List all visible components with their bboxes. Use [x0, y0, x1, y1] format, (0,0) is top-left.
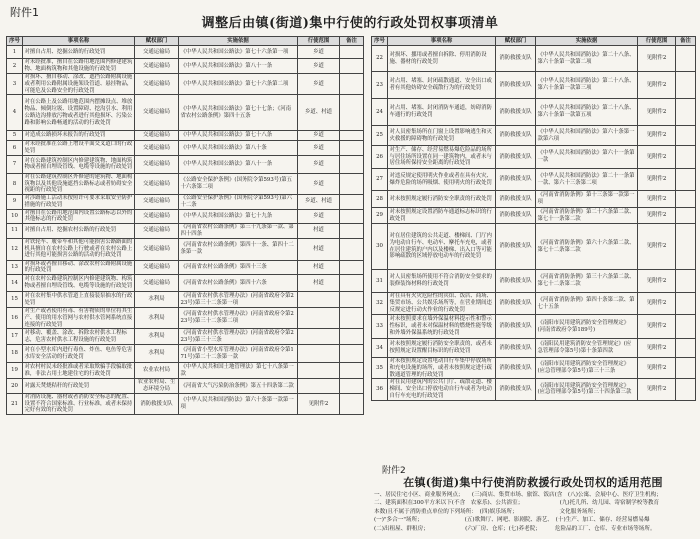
row-scope: 见附件2 [638, 191, 676, 208]
table-row [7, 379, 364, 394]
row-seq: 23 [372, 72, 388, 99]
row-name: 对擅自在公路用地范围内设置公路标志以外的其他标志的行政处罚 [23, 209, 135, 224]
row-basis: 《公路安全保护条例》(国务院令第593号)第六十二条 [179, 195, 298, 210]
row-dept: 交通运输局 [135, 275, 179, 292]
row-seq: 31 [372, 270, 388, 293]
row-seq: 25 [372, 126, 388, 146]
row-dept: 消防救援支队 [496, 224, 536, 270]
table-row [7, 329, 364, 345]
table-row [7, 345, 364, 363]
scope-line: 本数)且不属于消防重点单位的下列场所： (四)娱乐场所； 文化服务场所； [374, 508, 599, 515]
row-seq: 6 [7, 141, 23, 156]
row-name: 对铁轮车、履带车和其他可能损害公路路面的机具擅自在农村公路上行驶或者在农村公路上进行其他可能损害公路的活动的行政处罚 [23, 238, 135, 260]
row-dept: 消防救援支队 [496, 46, 536, 72]
row-dept: 消防救援支队 [496, 126, 536, 146]
row-seq: 21 [7, 393, 23, 414]
row-seq: 24 [372, 99, 388, 126]
header-seq: 序号 [7, 37, 23, 46]
row-basis: 《河南省消防条例》第四十条第二款、第七十五条 [536, 293, 638, 315]
table-row [7, 141, 364, 156]
row-scope [298, 379, 340, 394]
table-row [7, 363, 364, 379]
row-name: 对占用、堵塞、封闭消防车通道，妨碍消防车通行的行政处罚 [388, 99, 496, 126]
row-seq: 22 [372, 46, 388, 72]
row-scope: 见附件2 [298, 393, 340, 414]
row-dept: 消防救援支队 [496, 358, 536, 379]
row-scope: 见附件2 [638, 126, 676, 146]
row-seq: 4 [7, 95, 23, 131]
row-basis: 《中华人民共和国公路法》第七十八条 [179, 131, 298, 141]
row-note [676, 379, 696, 400]
attachment-1-label: 附件1 [10, 6, 39, 19]
row-basis: 《中华人民共和国消防法》第二十八条、第六十条第一款第二项 [536, 46, 638, 72]
table-row [7, 292, 364, 308]
row-note [340, 345, 364, 363]
table-row [7, 393, 364, 414]
row-seq: 7 [7, 155, 23, 173]
table-row [372, 358, 696, 379]
row-scope: 乡道 [298, 155, 340, 173]
row-name: 对移动、覆盖、涂改、拆除农村供水工程标志，危害农村供水工程设施的行政处罚 [23, 329, 135, 345]
row-name: 对在小型水库内进行毒鱼、炸鱼、电鱼等危害水库安全活动的行政处罚 [23, 345, 135, 363]
header-scope: 行使范围 [298, 37, 340, 46]
row-name: 对农村村民未经批准或者采取欺骗手段骗取批准，非法占用土地建住宅的行政处罚 [23, 363, 135, 379]
header-dept: 赋权部门 [496, 37, 536, 46]
row-basis: 《中华人民共和国消防法》第二十八条、第六十条第一款第三项 [536, 72, 638, 99]
row-note [340, 74, 364, 95]
header-name: 事项名称 [23, 37, 135, 46]
row-seq: 9 [7, 195, 23, 210]
attachment-2-title: 在镇(街道)集中行使消防救援行政处罚权的适用范围 [403, 476, 663, 489]
table-row [372, 270, 696, 293]
row-dept: 交通运输局 [135, 74, 179, 95]
row-seq: 36 [372, 379, 388, 400]
row-name: 对占用、堵塞、封闭疏散通道、安全出口或者有其他妨碍安全疏散行为的行政处罚 [388, 72, 496, 99]
row-scope: 乡道 [298, 74, 340, 95]
row-note [340, 131, 364, 141]
header-basis: 实施依据 [536, 37, 638, 46]
row-note [340, 329, 364, 345]
row-note [340, 379, 364, 394]
row-name: 对生产或者使用有毒、有害物质的单位将其生产、使用的用水管网与农村供水管网系统直接连接的行政处罚 [23, 308, 135, 329]
row-scope: 乡道 [298, 173, 340, 194]
row-name: 对在民用建筑内的公共门厅、疏散走道、楼梯间、安全出口停放电动自行车或者为电动自行车充电的行政处罚 [388, 379, 496, 400]
row-basis: 《河南省大气污染防治条例》第五十四条第二款 [179, 379, 298, 394]
row-note [676, 169, 696, 191]
row-basis: 《河南省农村供水管理办法》(河南省政府令第223号)第三十二条第二项 [179, 308, 298, 329]
row-note [676, 224, 696, 270]
table-row [7, 238, 364, 260]
header-note: 备注 [340, 37, 364, 46]
header-dept: 赋权部门 [135, 37, 179, 46]
row-note [676, 270, 696, 293]
row-dept: 消防救援支队 [496, 270, 536, 293]
row-seq: 19 [7, 363, 23, 379]
row-name: 对在居住建筑的公共走道、楼梯间、门厅内为电动自行车、电动车、摩托车充电，或者在居住建筑的户内以及楼梯、出入口等可能影响疏散的区域停放电动车的行政处罚 [388, 224, 496, 270]
row-basis: 《中华人民共和国消防法》第六十条第一款第一项 [179, 393, 298, 414]
row-basis: 《河南省农村公路条例》第三十九条第一款、第四十四条 [179, 224, 298, 239]
table-row [7, 173, 364, 194]
row-name: 对涉路施工活动未按照许可要求采取安全防护措施的行政处罚 [23, 195, 135, 210]
row-note [340, 209, 364, 224]
row-name: 对在具有火灾危险性的宾馆、饭店、商场、集贸市场、公共娱乐场所等，在营业期间违反规定进行动火作业的行政处罚 [388, 293, 496, 315]
row-dept: 交通运输局 [135, 155, 179, 173]
row-name: 对擅自占用、挖掘公路的行政处罚 [23, 46, 135, 59]
table-row [7, 224, 364, 239]
row-name: 对人员密集场所在门窗上设置影响逃生和灭火救援的障碍物的行政处罚 [388, 126, 496, 146]
row-name: 对未按照规定履行消防安全职责的行政处罚 [388, 191, 496, 208]
row-scope [298, 345, 340, 363]
row-scope: 村道 [298, 238, 340, 260]
row-dept: 交通运输局 [135, 209, 179, 224]
header-name: 事项名称 [388, 37, 496, 46]
row-note [340, 224, 364, 239]
row-name: 对擅自占用、挖掘农村公路的行政处罚 [23, 224, 135, 239]
row-dept: 交通运输局 [135, 59, 179, 74]
row-note [676, 358, 696, 379]
row-dept: 交通运输局 [135, 141, 179, 156]
row-scope: 见附件2 [638, 224, 676, 270]
row-basis: 《河南省农村供水管理办法》(河南省政府令第223号)第三十二条第一项 [179, 292, 298, 308]
table-body-left [7, 46, 364, 415]
row-seq: 35 [372, 358, 388, 379]
row-basis: 《中华人民共和国消防法》第二十一条第一款、第六十三条第二项 [536, 169, 638, 191]
row-name: 对损坏、挪用或者擅自拆除、停用消防设施、器材的行政处罚 [388, 46, 496, 72]
row-scope: 村道 [298, 260, 340, 275]
scope-line: (一)"多合一"场所； (五)歌舞厅、网吧、影剧院、游艺、 (十)生产、加工、储存、经营易燃易爆 [374, 517, 650, 524]
row-basis: 《中华人民共和国公路法》第七十六条第二项 [179, 74, 298, 95]
row-scope: 见附件2 [638, 315, 676, 339]
row-note [676, 315, 696, 339]
row-basis: 《中华人民共和国土地管理法》第七十八条第一款 [179, 363, 298, 379]
row-seq: 5 [7, 131, 23, 141]
row-basis: 《河南省农村公路条例》第四十三条 [179, 260, 298, 275]
row-dept: 交通运输局 [135, 46, 179, 59]
row-scope: 见附件2 [638, 293, 676, 315]
row-scope: 见附件2 [638, 146, 676, 169]
row-basis: 《中华人民共和国公路法》第八十条 [179, 141, 298, 156]
table-row [372, 146, 696, 169]
row-basis: 《南阳民用建筑消防安全管理规定》(应急管理部令第5号)第十条第四款 [536, 339, 638, 358]
row-name: 对露天焚烧秸秆的行政处罚 [23, 379, 135, 394]
row-scope: 村道 [298, 275, 340, 292]
row-note [340, 95, 364, 131]
row-seq: 16 [7, 308, 23, 329]
row-note [340, 292, 364, 308]
table-row [372, 46, 696, 72]
row-dept: 水利局 [135, 329, 179, 345]
row-note [340, 275, 364, 292]
table-row [7, 260, 364, 275]
table-row [7, 155, 364, 173]
row-note [340, 155, 364, 173]
row-seq: 17 [7, 329, 23, 345]
row-note [676, 146, 696, 169]
row-scope [298, 292, 340, 308]
row-basis: 《中华人民共和国消防法》第二十八条、第六十条第一款第五项 [536, 99, 638, 126]
row-seq: 10 [7, 209, 23, 224]
row-seq: 32 [372, 293, 388, 315]
row-name: 对未按照规定设置电动自行车集中停放场所和充电设施的场所，或者未按照规定进行疏散通道管理的行政处罚 [388, 358, 496, 379]
attachment-2-label: 附件2 [382, 466, 406, 476]
row-basis: 《河南省农村供水管理办法》(河南省政府令第223号)第三十三条 [179, 329, 298, 345]
row-scope [298, 363, 340, 379]
row-seq: 8 [7, 173, 23, 194]
row-note [676, 293, 696, 315]
scope-line: (二)出租屋、群租房； (六)厂房、仓库；(七)养老院； 危险品的工厂、仓库、专业市场等场所。 [374, 525, 656, 532]
table-row [7, 46, 364, 59]
row-dept: 消防救援支队 [496, 191, 536, 208]
row-basis: 《中华人民共和国消防法》第六十条第一款第六项 [536, 126, 638, 146]
row-name: 对未按照规定履行消防安全职责的，或者未按照规定设置醒目标识的行政处罚 [388, 339, 496, 358]
row-seq: 27 [372, 169, 388, 191]
row-dept: 农业农村局 [135, 363, 179, 379]
row-name: 对在公路建筑控制区内修建建筑物、地面构筑物或者擅自埋设管线、电缆等设施的行政处罚 [23, 155, 135, 173]
row-name: 对未经批准在公路上增设平面交叉道口的行政处罚 [23, 141, 135, 156]
row-dept: 消防救援支队 [496, 169, 536, 191]
table-row [7, 209, 364, 224]
row-basis: 《中华人民共和国公路法》第七十七条；《河南省农村公路条例》第四十五条 [179, 95, 298, 131]
row-basis: 《南阳市民用建筑消防安全管理规定》(河南省政府令第189号) [536, 315, 638, 339]
row-name: 对违反规定使用明火作业或者在具有火灾、爆炸危险的场所吸烟、使用明火的行政处罚 [388, 169, 496, 191]
row-basis: 《中华人民共和国公路法》第七十九条 [179, 209, 298, 224]
row-dept: 交通运输局 [135, 238, 179, 260]
row-scope: 乡道、村道 [298, 95, 340, 131]
row-seq: 15 [7, 292, 23, 308]
row-seq: 29 [372, 208, 388, 224]
row-note [676, 72, 696, 99]
row-scope: 见附件2 [638, 379, 676, 400]
table-row [372, 339, 696, 358]
row-seq: 14 [7, 275, 23, 292]
row-dept: 消防救援支队 [496, 146, 536, 169]
penalty-table-left [6, 36, 364, 415]
header-note: 备注 [676, 37, 696, 46]
row-seq: 13 [7, 260, 23, 275]
row-basis: 《中华人民共和国公路法》第八十一条 [179, 155, 298, 173]
row-seq: 28 [372, 191, 388, 208]
row-scope: 乡道 [298, 46, 340, 59]
row-basis: 《中华人民共和国消防法》第六十一条第一款 [536, 146, 638, 169]
row-seq: 11 [7, 224, 23, 239]
row-name: 对消防设施、器材或者消防安全标志的配置、设置不符合国家标准、行业标准，或者未保持完好有效的行政处罚 [23, 393, 135, 414]
table-header-row [372, 37, 696, 46]
row-name: 对在农村公路建筑控制区内修建建筑物、构筑物或者擅自埋设管线、电缆等设施的行政处罚 [23, 275, 135, 292]
row-seq: 20 [7, 379, 23, 394]
table-body-right [372, 46, 696, 401]
row-name: 对未按照规定设置消防车通道标志标识的行政处罚 [388, 208, 496, 224]
row-dept: 消防救援支队 [496, 315, 536, 339]
row-note [676, 46, 696, 72]
table-row [7, 59, 364, 74]
row-basis: 《河南省消防条例》第三十六条第二款、第七十二条第二款 [536, 270, 638, 293]
row-dept: 消防救援支队 [496, 208, 536, 224]
row-basis: 《河南省消防条例》第十三条第一款第一项 [536, 191, 638, 208]
main-title: 调整后由镇(街道)集中行使的行政处罚权事项清单 [201, 16, 499, 31]
table-row [372, 72, 696, 99]
row-name: 对损坏或者擅自移动、涂改农村公路附属设施的行政处罚 [23, 260, 135, 275]
table-row [372, 379, 696, 400]
table-row [7, 195, 364, 210]
row-dept: 交通运输局 [135, 95, 179, 131]
row-dept: 交通运输局 [135, 224, 179, 239]
row-basis: 《河南省农村公路条例》第四十一条、第四十二条第一款 [179, 238, 298, 260]
row-dept: 消防救援支队 [496, 379, 536, 400]
scope-line: 二、建筑面积在300平方米以下(不含 农家乐)、公共浴室； (九)托儿所、幼儿园、寄宿制学校等教育 [374, 500, 660, 507]
header-scope: 行使范围 [638, 37, 676, 46]
row-scope: 乡道 [298, 141, 340, 156]
row-scope: 见附件2 [638, 339, 676, 358]
row-scope: 见附件2 [638, 358, 676, 379]
table-row [7, 275, 364, 292]
row-note [676, 99, 696, 126]
row-dept: 水利局 [135, 308, 179, 329]
row-dept: 交通运输局 [135, 260, 179, 275]
row-seq: 12 [7, 238, 23, 260]
row-seq: 26 [372, 146, 388, 169]
row-basis: 《中华人民共和国公路法》第八十一条 [179, 59, 298, 74]
row-dept: 交通运输局 [135, 195, 179, 210]
row-basis: 《河南省农村公路条例》第四十六条 [179, 275, 298, 292]
row-scope: 乡道 [298, 59, 340, 74]
table-row [7, 131, 364, 141]
row-note [676, 191, 696, 208]
row-dept: 消防救援支队 [135, 393, 179, 414]
row-seq: 2 [7, 59, 23, 74]
row-name: 对造成公路损坏未报告的行政处罚 [23, 131, 135, 141]
header-seq: 序号 [372, 37, 388, 46]
row-note [340, 173, 364, 194]
row-seq: 3 [7, 74, 23, 95]
row-basis: 《公路安全保护条例》(国务院令第593号)第五十六条第二项 [179, 173, 298, 194]
row-name: 对未按照要求在墙外保温材料提示性和警示性标识，或者未对保温材料的燃烧性能等级和外墙外保温系统的行政处罚 [388, 315, 496, 339]
row-name: 对人员密集场所使用不符合消防安全要求的装修装饰材料的行政处罚 [388, 270, 496, 293]
row-basis: 《河南省小型水库管理办法》(河南省政府令第171号)第二十二条第一款 [179, 345, 298, 363]
row-name: 对在农村集中供水管道上直接装泵抽水的行政处罚 [23, 292, 135, 308]
row-basis: 《南阳市民用建筑消防安全管理规定》(应急管理部令第5号)第三十四条第三款 [536, 379, 638, 400]
header-basis: 实施依据 [179, 37, 298, 46]
scope-line: 一、居民住宅小区、商业服务网点； (三)商店、集贸市场、旅馆、饭店(含 (八)公寓、会展中心、医疗卫生机构； [374, 492, 662, 498]
row-note [340, 141, 364, 156]
table-row [7, 308, 364, 329]
row-name: 对未经批准，擅自在公路用地范围内修建建筑物、地面构筑物和其他设施的行政处罚 [23, 59, 135, 74]
table-header-row [7, 37, 364, 46]
table-row [372, 315, 696, 339]
row-scope: 见附件2 [638, 270, 676, 293]
row-dept: 消防救援支队 [496, 339, 536, 358]
row-dept: 水利局 [135, 292, 179, 308]
row-scope: 见附件2 [638, 46, 676, 72]
table-row [372, 224, 696, 270]
row-basis: 《河南省消防条例》第二十六条第二款、第七十一条第二款 [536, 208, 638, 224]
row-seq: 33 [372, 315, 388, 339]
row-dept: 消防救援支队 [496, 293, 536, 315]
row-note [340, 260, 364, 275]
row-seq: 18 [7, 345, 23, 363]
row-scope: 乡道、村道 [298, 195, 340, 210]
table-row [372, 293, 696, 315]
row-scope: 见附件2 [638, 169, 676, 191]
scope-text [374, 491, 692, 533]
row-note [676, 208, 696, 224]
table-row [372, 99, 696, 126]
row-scope: 乡道 [298, 209, 340, 224]
table-row [372, 126, 696, 146]
row-seq: 34 [372, 339, 388, 358]
row-dept: 消防救援支队 [496, 99, 536, 126]
row-seq: 30 [372, 224, 388, 270]
row-note [340, 59, 364, 74]
row-dept: 交通运输局 [135, 173, 179, 194]
row-note [676, 126, 696, 146]
row-seq: 1 [7, 46, 23, 59]
row-scope [298, 329, 340, 345]
row-basis: 《中华人民共和国公路法》第七十六条第一项 [179, 46, 298, 59]
row-scope: 见附件2 [638, 72, 676, 99]
row-name: 对损坏、擅自移动、涂改、遮挡公路附属设施或者利用公路附属设施架设管道、悬挂物品，可能危及公路安全的行政处罚 [23, 74, 135, 95]
row-note [340, 238, 364, 260]
row-dept: 交通运输局 [135, 131, 179, 141]
row-name: 对在公路上及公路用地范围内摆摊设点、堆放物品、倾倒垃圾、设置障碍、挖沟引水、利用公路边沟排放污物或者进行其他损坏、污染公路和影响公路畅通的活动的行政处罚 [23, 95, 135, 131]
row-name: 对在公路建筑控制区外修建的建筑物、地面构筑物以及其他设施遮挡公路标志或者妨碍安全视距的行政处罚 [23, 173, 135, 194]
row-dept: 消防救援支队 [496, 72, 536, 99]
table-row [372, 208, 696, 224]
row-note [676, 339, 696, 358]
row-scope: 村道 [298, 224, 340, 239]
table-row [7, 95, 364, 131]
row-note [340, 195, 364, 210]
row-note [340, 393, 364, 414]
row-scope: 见附件2 [638, 99, 676, 126]
row-name: 对生产、储存、经营易燃易爆危险品的场所与居住场所设置在同一建筑物内，或者未与居住场所保持安全距离的行政处罚 [388, 146, 496, 169]
row-scope: 见附件2 [638, 208, 676, 224]
row-note [340, 46, 364, 59]
row-dept: 农业农村局、生态环境分局 [135, 379, 179, 394]
table-row [7, 74, 364, 95]
row-basis: 《南阳市民用建筑消防安全管理规定》(应急管理部令第5号)第三十三条 [536, 358, 638, 379]
table-row [372, 191, 696, 208]
row-basis: 《河南省消防条例》第六十六条第二款、第七十二条第二款 [536, 224, 638, 270]
row-scope: 乡道 [298, 131, 340, 141]
penalty-table-right [371, 36, 696, 401]
row-note [340, 308, 364, 329]
row-scope [298, 308, 340, 329]
table-row [372, 169, 696, 191]
row-dept: 水利局 [135, 345, 179, 363]
row-note [340, 363, 364, 379]
